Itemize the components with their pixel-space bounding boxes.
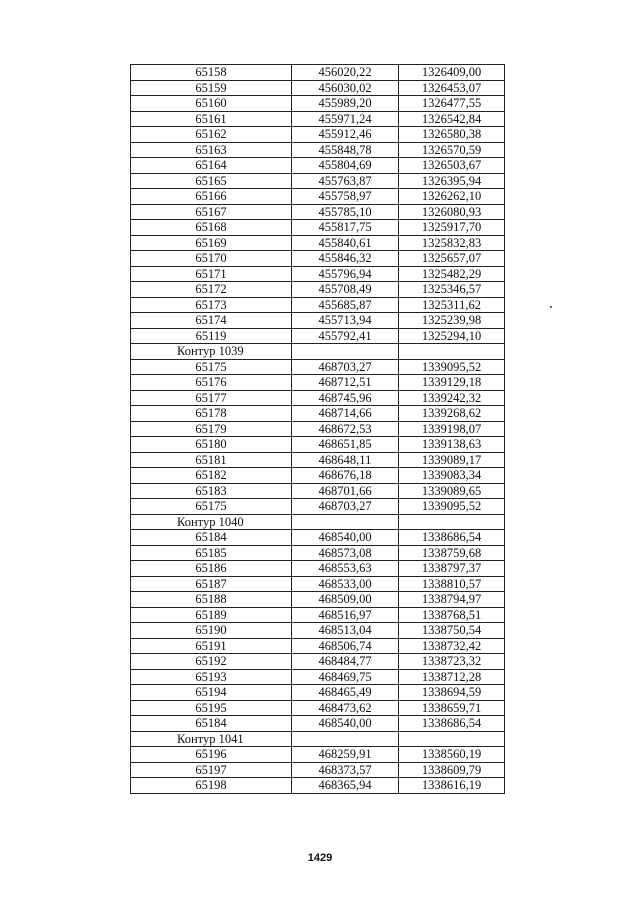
x-coordinate-cell: 468513,04 [292,623,399,639]
x-coordinate-cell: 455846,32 [292,251,399,267]
table-row [131,545,505,561]
x-coordinate-cell: 456030,02 [292,80,399,96]
y-coordinate-cell: 1338659,71 [399,700,505,716]
table-row [131,375,505,391]
y-coordinate-cell: 1339089,65 [399,483,505,499]
empty-cell [292,731,399,747]
x-coordinate-cell: 468259,91 [292,747,399,763]
x-coordinate-cell: 455840,61 [292,235,399,251]
table-row [131,747,505,763]
contour-label: Контур 1040 [131,514,292,530]
table-row [131,220,505,236]
table-row [131,65,505,81]
point-id-cell: 65182 [131,468,292,484]
y-coordinate-cell: 1326580,38 [399,127,505,143]
x-coordinate-cell: 468465,49 [292,685,399,701]
point-id-cell: 65194 [131,685,292,701]
x-coordinate-cell: 468714,66 [292,406,399,422]
stray-mark [550,306,552,308]
point-id-cell: 65159 [131,80,292,96]
x-coordinate-cell: 455785,10 [292,204,399,220]
table-row [131,173,505,189]
y-coordinate-cell: 1338560,19 [399,747,505,763]
table-row [131,158,505,174]
table-row [131,127,505,143]
table-row [131,313,505,329]
y-coordinate-cell: 1326409,00 [399,65,505,81]
point-id-cell: 65167 [131,204,292,220]
point-id-cell: 65165 [131,173,292,189]
table-row [131,638,505,654]
point-id-cell: 65190 [131,623,292,639]
point-id-cell: 65172 [131,282,292,298]
y-coordinate-cell: 1338768,51 [399,607,505,623]
table-row [131,111,505,127]
y-coordinate-cell: 1325917,70 [399,220,505,236]
point-id-cell: 65119 [131,328,292,344]
page-number: 1429 [307,852,333,864]
empty-cell [292,514,399,530]
table-row [131,530,505,546]
table-row [131,700,505,716]
table-row [131,204,505,220]
point-id-cell: 65175 [131,359,292,375]
point-id-cell: 65195 [131,700,292,716]
point-id-cell: 65166 [131,189,292,205]
x-coordinate-cell: 468473,62 [292,700,399,716]
point-id-cell: 65180 [131,437,292,453]
y-coordinate-cell: 1338750,54 [399,623,505,639]
y-coordinate-cell: 1326395,94 [399,173,505,189]
contour-label: Контур 1041 [131,731,292,747]
point-id-cell: 65193 [131,669,292,685]
point-id-cell: 65191 [131,638,292,654]
x-coordinate-cell: 468703,27 [292,359,399,375]
y-coordinate-cell: 1339129,18 [399,375,505,391]
table-row [131,297,505,313]
table-row [131,623,505,639]
table-row [131,607,505,623]
y-coordinate-cell: 1325832,83 [399,235,505,251]
x-coordinate-cell: 455817,75 [292,220,399,236]
table-row [131,762,505,778]
point-id-cell: 65173 [131,297,292,313]
table-row [131,359,505,375]
coordinates-table [130,64,505,794]
y-coordinate-cell: 1338694,59 [399,685,505,701]
x-coordinate-cell: 455989,20 [292,96,399,112]
y-coordinate-cell: 1326570,59 [399,142,505,158]
table-row [131,142,505,158]
table-row [131,654,505,670]
empty-cell [399,731,505,747]
x-coordinate-cell: 468533,00 [292,576,399,592]
point-id-cell: 65162 [131,127,292,143]
table-row [131,685,505,701]
point-id-cell: 65197 [131,762,292,778]
point-id-cell: 65174 [131,313,292,329]
y-coordinate-cell: 1339268,62 [399,406,505,422]
point-id-cell: 65178 [131,406,292,422]
point-id-cell: 65171 [131,266,292,282]
table-row [131,251,505,267]
point-id-cell: 65184 [131,530,292,546]
x-coordinate-cell: 468469,75 [292,669,399,685]
point-id-cell: 65168 [131,220,292,236]
point-id-cell: 65181 [131,452,292,468]
table-row [131,499,505,515]
table-row [131,189,505,205]
point-id-cell: 65177 [131,390,292,406]
x-coordinate-cell: 455685,87 [292,297,399,313]
x-coordinate-cell: 455792,41 [292,328,399,344]
table-row [131,235,505,251]
table-row [131,716,505,732]
y-coordinate-cell: 1339138,63 [399,437,505,453]
table-row [131,80,505,96]
table-row [131,266,505,282]
table-row [131,406,505,422]
y-coordinate-cell: 1326080,93 [399,204,505,220]
y-coordinate-cell: 1338686,54 [399,716,505,732]
x-coordinate-cell: 468651,85 [292,437,399,453]
table-row [131,452,505,468]
x-coordinate-cell: 455763,87 [292,173,399,189]
y-coordinate-cell: 1338810,57 [399,576,505,592]
y-coordinate-cell: 1338712,28 [399,669,505,685]
x-coordinate-cell: 468373,57 [292,762,399,778]
y-coordinate-cell: 1338732,42 [399,638,505,654]
point-id-cell: 65188 [131,592,292,608]
y-coordinate-cell: 1326477,55 [399,96,505,112]
y-coordinate-cell: 1326542,84 [399,111,505,127]
x-coordinate-cell: 468516,97 [292,607,399,623]
x-coordinate-cell: 468745,96 [292,390,399,406]
x-coordinate-cell: 456020,22 [292,65,399,81]
table-row [131,282,505,298]
coordinates-table-body [131,65,505,794]
x-coordinate-cell: 468553,63 [292,561,399,577]
contour-label: Контур 1039 [131,344,292,360]
point-id-cell: 65169 [131,235,292,251]
x-coordinate-cell: 468506,74 [292,638,399,654]
x-coordinate-cell: 455708,49 [292,282,399,298]
table-row [131,576,505,592]
table-row [131,592,505,608]
point-id-cell: 65176 [131,375,292,391]
table-row [131,96,505,112]
contour-header-row [131,344,505,360]
empty-cell [292,344,399,360]
point-id-cell: 65198 [131,778,292,794]
x-coordinate-cell: 468712,51 [292,375,399,391]
y-coordinate-cell: 1326262,10 [399,189,505,205]
x-coordinate-cell: 468365,94 [292,778,399,794]
x-coordinate-cell: 468701,66 [292,483,399,499]
point-id-cell: 65184 [131,716,292,732]
point-id-cell: 65170 [131,251,292,267]
x-coordinate-cell: 468540,00 [292,530,399,546]
point-id-cell: 65179 [131,421,292,437]
y-coordinate-cell: 1325346,57 [399,282,505,298]
point-id-cell: 65196 [131,747,292,763]
contour-header-row [131,514,505,530]
y-coordinate-cell: 1339095,52 [399,359,505,375]
point-id-cell: 65164 [131,158,292,174]
table-row [131,437,505,453]
point-id-cell: 65183 [131,483,292,499]
empty-cell [399,514,505,530]
contour-header-row [131,731,505,747]
table-row [131,468,505,484]
x-coordinate-cell: 455713,94 [292,313,399,329]
y-coordinate-cell: 1339095,52 [399,499,505,515]
y-coordinate-cell: 1338723,32 [399,654,505,670]
point-id-cell: 65187 [131,576,292,592]
y-coordinate-cell: 1325294,10 [399,328,505,344]
y-coordinate-cell: 1338797,37 [399,561,505,577]
x-coordinate-cell: 468509,00 [292,592,399,608]
x-coordinate-cell: 468484,77 [292,654,399,670]
point-id-cell: 65158 [131,65,292,81]
x-coordinate-cell: 455848,78 [292,142,399,158]
point-id-cell: 65161 [131,111,292,127]
y-coordinate-cell: 1325657,07 [399,251,505,267]
x-coordinate-cell: 468540,00 [292,716,399,732]
y-coordinate-cell: 1325239,98 [399,313,505,329]
y-coordinate-cell: 1338759,68 [399,545,505,561]
point-id-cell: 65160 [131,96,292,112]
table-row [131,390,505,406]
y-coordinate-cell: 1326453,07 [399,80,505,96]
point-id-cell: 65163 [131,142,292,158]
x-coordinate-cell: 468703,27 [292,499,399,515]
x-coordinate-cell: 468676,18 [292,468,399,484]
point-id-cell: 65192 [131,654,292,670]
table-row [131,483,505,499]
x-coordinate-cell: 468672,53 [292,421,399,437]
y-coordinate-cell: 1326503,67 [399,158,505,174]
table-row [131,421,505,437]
y-coordinate-cell: 1339242,32 [399,390,505,406]
y-coordinate-cell: 1338616,19 [399,778,505,794]
y-coordinate-cell: 1338686,54 [399,530,505,546]
point-id-cell: 65186 [131,561,292,577]
x-coordinate-cell: 455912,46 [292,127,399,143]
y-coordinate-cell: 1338794,97 [399,592,505,608]
x-coordinate-cell: 468648,11 [292,452,399,468]
y-coordinate-cell: 1339089,17 [399,452,505,468]
y-coordinate-cell: 1339083,34 [399,468,505,484]
point-id-cell: 65189 [131,607,292,623]
point-id-cell: 65185 [131,545,292,561]
empty-cell [399,344,505,360]
x-coordinate-cell: 455971,24 [292,111,399,127]
x-coordinate-cell: 468573,08 [292,545,399,561]
point-id-cell: 65175 [131,499,292,515]
table-row [131,561,505,577]
y-coordinate-cell: 1325482,29 [399,266,505,282]
table-row [131,669,505,685]
y-coordinate-cell: 1325311,62 [399,297,505,313]
x-coordinate-cell: 455758,97 [292,189,399,205]
y-coordinate-cell: 1339198,07 [399,421,505,437]
x-coordinate-cell: 455796,94 [292,266,399,282]
table-row [131,778,505,794]
y-coordinate-cell: 1338609,79 [399,762,505,778]
table-row [131,328,505,344]
x-coordinate-cell: 455804,69 [292,158,399,174]
